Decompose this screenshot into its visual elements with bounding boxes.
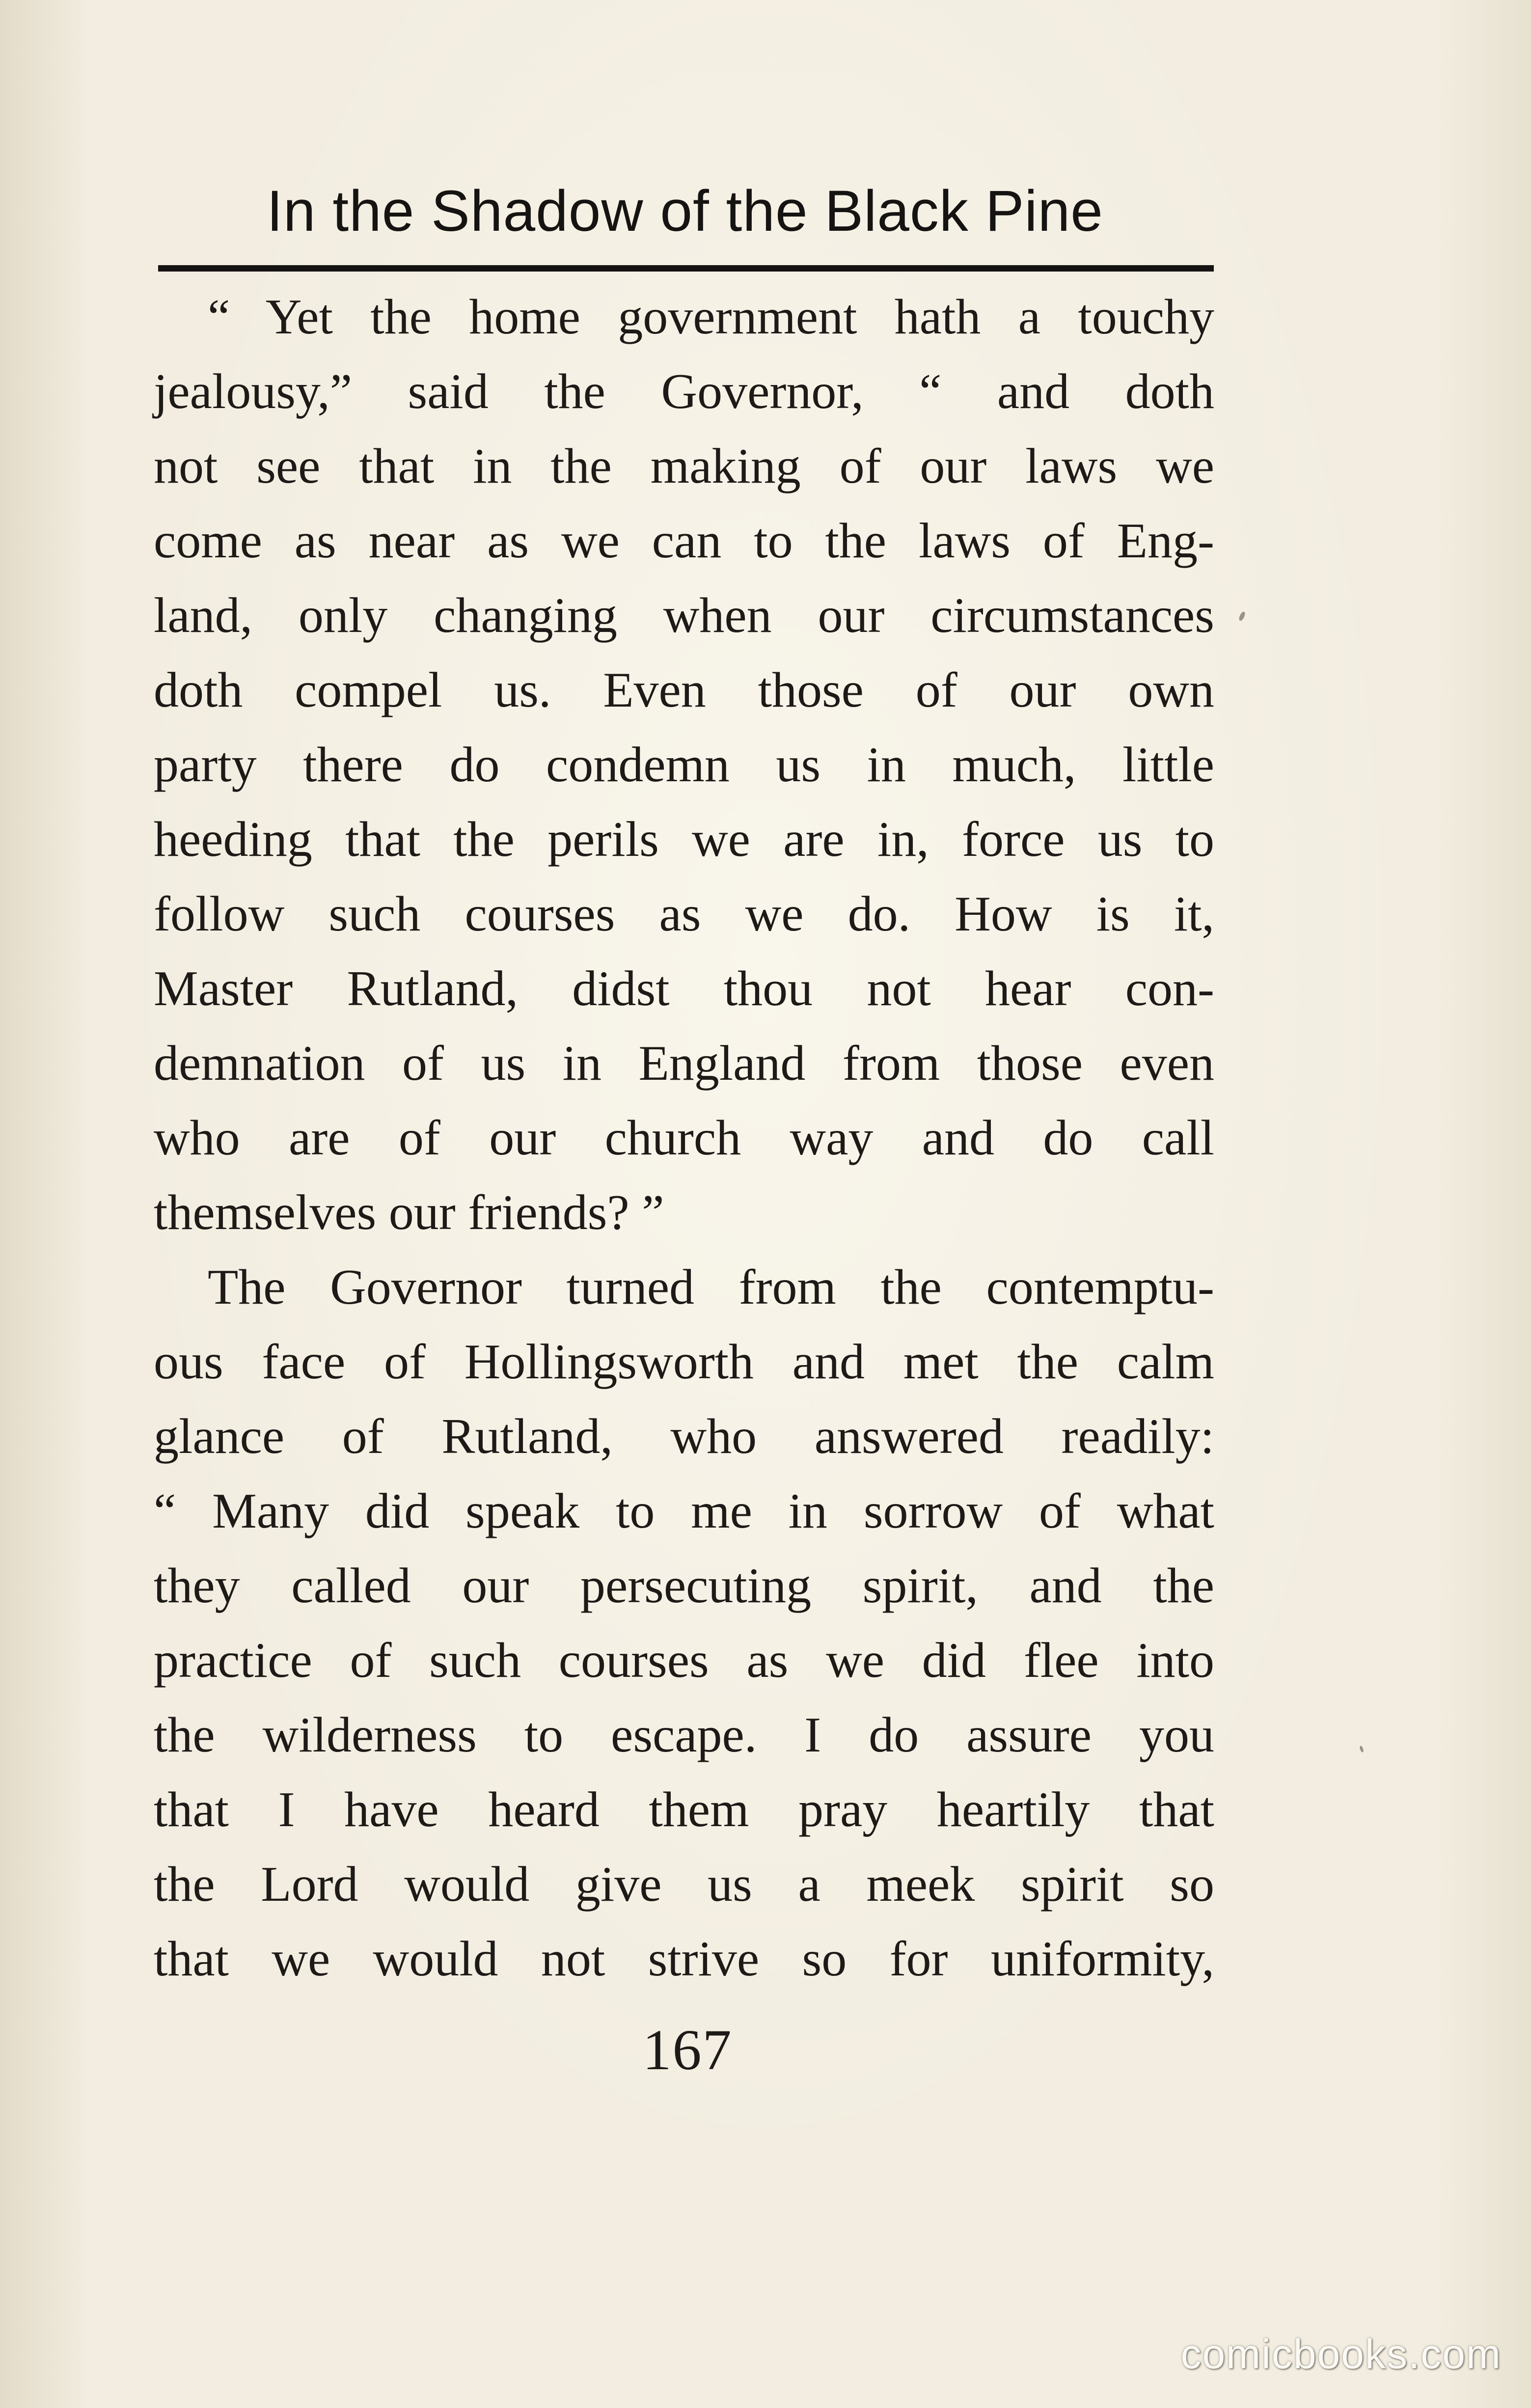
text-line: they called our persecuting spirit, and the — [154, 1558, 1214, 1614]
text-line: “ Many did speak to me in sorrow of what — [154, 1483, 1214, 1539]
text-line: heeding that the perils we are in, force us to — [154, 812, 1214, 867]
text-line: “ Yet the home government hath a touchy — [208, 289, 1214, 345]
paragraph-2 — [154, 1250, 1214, 1997]
text-line: that I have heard them pray heartily that — [154, 1782, 1214, 1837]
text-line: come as near as we can to the laws of Eng- — [154, 513, 1214, 569]
text-line: demnation of us in England from those even — [154, 1036, 1214, 1091]
text-line: follow such courses as we do. How is it, — [154, 886, 1214, 942]
text-line: the wilderness to escape. I do assure you — [154, 1707, 1214, 1763]
text-line: Master Rutland, didst thou not hear con- — [154, 961, 1214, 1016]
text-line: who are of our church way and do call — [154, 1110, 1214, 1166]
text-line: party there do condemn us in much, little — [154, 737, 1214, 793]
header-rule — [158, 265, 1214, 272]
text-line: practice of such courses as we did flee into — [154, 1633, 1214, 1688]
text-line: jealousy,” said the Governor, “ and doth — [154, 364, 1214, 419]
text-line: themselves our friends? ” — [154, 1185, 664, 1240]
text-line: glance of Rutland, who answered readily: — [154, 1409, 1214, 1464]
text-line: that we would not strive so for uniformity, — [154, 1931, 1214, 1987]
text-line: ous face of Hollingsworth and met the calm — [154, 1334, 1214, 1390]
page-number: 167 — [642, 2018, 733, 2082]
running-head: In the Shadow of the Black Pine — [267, 179, 1103, 244]
paragraph-1 — [154, 280, 1214, 1250]
paper-speck — [1238, 611, 1246, 622]
text-line: land, only changing when our circumstances — [154, 588, 1214, 643]
text-line: the Lord would give us a meek spirit so — [154, 1857, 1214, 1912]
text-line: not see that in the making of our laws we — [154, 438, 1214, 494]
paper-speck — [1359, 1745, 1364, 1752]
body-text — [154, 280, 1214, 2018]
text-line: doth compel us. Even those of our own — [154, 662, 1214, 718]
watermark: comicbooks.com — [1180, 2331, 1502, 2377]
text-line: The Governor turned from the contemptu- — [208, 1259, 1214, 1315]
